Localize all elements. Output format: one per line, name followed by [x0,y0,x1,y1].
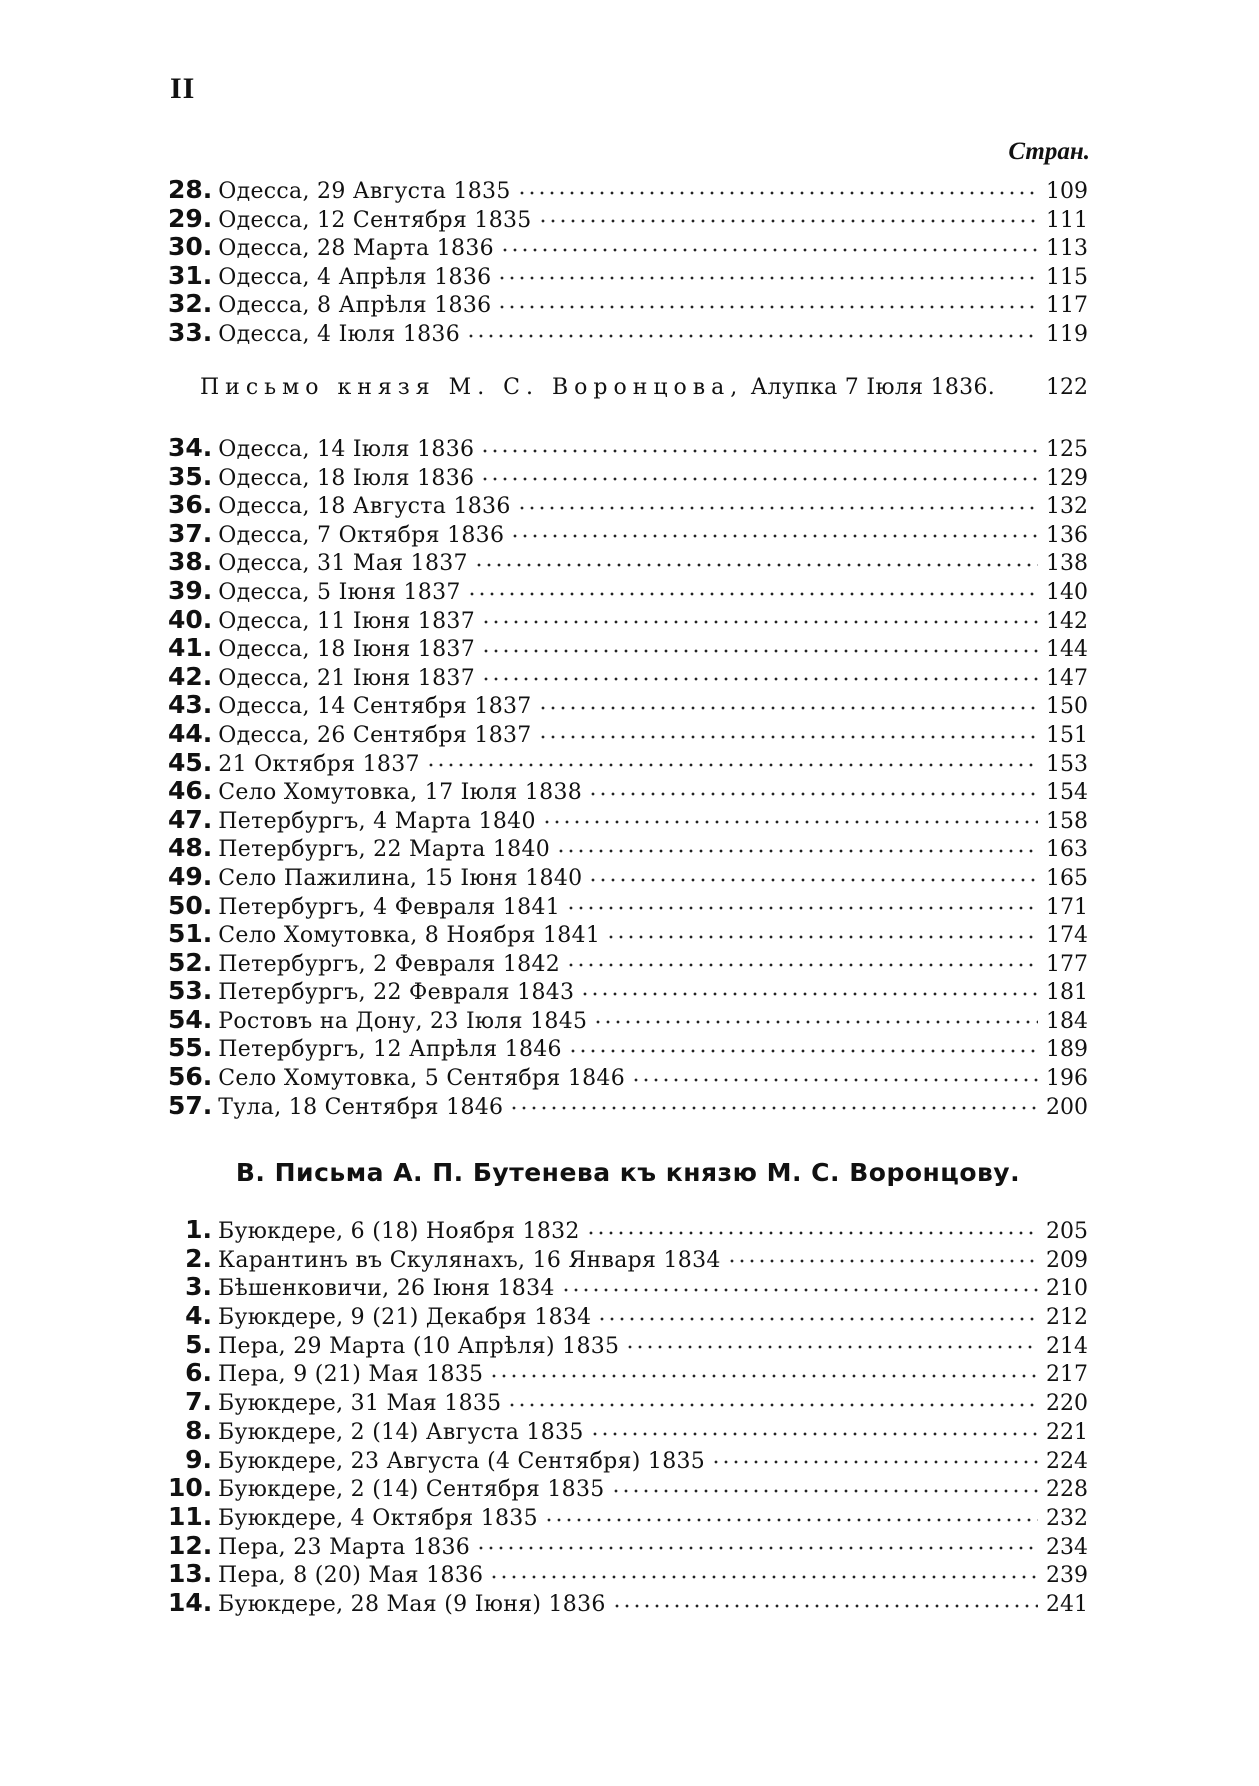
toc-entry-title: Одесса, 5 Іюня 1837 [218,579,461,605]
toc-entry-title: Буюкдере, 9 (21) Декабря 1834 [218,1305,592,1331]
toc-entry [168,833,1088,862]
toc-entry-number: 56. [168,1062,213,1092]
toc-group-a2 [168,433,1088,1119]
toc-entry-title: Тула, 18 Сентября 1846 [218,1094,504,1120]
toc-entry-number: 32. [168,289,213,319]
toc-dot-leader [497,274,1038,282]
toc-dot-leader [612,1602,1038,1610]
toc-page-number: 209 [1046,1247,1088,1273]
toc-dot-leader [489,1372,1038,1380]
toc-dot-leader [481,675,1038,683]
toc-entry [168,1062,1088,1091]
toc-page-number: 115 [1046,264,1088,290]
toc-entry-title: Село Хомутовка, 5 Сентября 1846 [218,1066,626,1092]
toc-dot-leader [476,1544,1038,1552]
toc-entry [168,433,1088,462]
toc-entry-title: Пера, 23 Марта 1836 [218,1534,471,1560]
toc-entry-number: 8. [185,1415,212,1445]
toc-dot-leader [590,1430,1038,1438]
toc-dot-leader [517,504,1038,512]
toc-entry [168,1033,1088,1062]
toc-entry-number: 14. [168,1587,213,1617]
toc-page-number: 210 [1046,1276,1088,1302]
toc-entry [168,1416,1088,1445]
toc-entry [168,805,1088,834]
toc-dot-leader [566,961,1038,969]
toc-page-number: 171 [1046,894,1088,920]
toc-entry [168,1387,1088,1416]
toc-entry [168,1272,1088,1301]
toc-entry-number: 10. [168,1473,213,1503]
toc-entry-number: 44. [168,718,213,748]
toc-entry-number: 51. [168,919,213,949]
toc-dot-leader [509,1104,1038,1112]
toc-entry-number: 28. [168,175,213,204]
toc-page-number: 122 [1046,375,1088,400]
toc-entry-number: 12. [168,1530,213,1560]
toc-entry-title: Буюкдере, 4 Октября 1835 [218,1505,538,1531]
toc-entry-number: 6. [185,1358,212,1388]
toc-page-number: 234 [1046,1534,1088,1560]
toc-dot-leader [489,1573,1038,1581]
toc-page-number: 158 [1046,808,1088,834]
toc-entry [168,1215,1088,1244]
toc-entry [168,289,1088,318]
toc-entry-number: 3. [185,1272,212,1302]
toc-entry [168,605,1088,634]
toc-entry-title: Ростовъ на Дону, 23 Іюля 1845 [218,1008,588,1034]
toc-page-number: 241 [1046,1591,1088,1617]
toc-entry-title: Одесса, 14 Сентября 1837 [218,694,532,720]
toc-dot-leader [480,475,1038,483]
toc-entry [168,1301,1088,1330]
toc-entry-number: 52. [168,947,213,977]
toc-entry [168,1358,1088,1387]
toc-dot-leader [597,1315,1038,1323]
toc-entry-title: Пера, 9 (21) Мая 1835 [218,1362,484,1388]
toc-dot-leader [481,618,1038,626]
toc-dot-leader [588,790,1038,798]
toc-dot-leader [727,1257,1038,1265]
letter-entry-place-date: Алупка 7 Іюля 1836. [750,375,996,400]
toc-page-number: 165 [1046,865,1088,891]
toc-page-number: 140 [1046,579,1088,605]
toc-page-number: 224 [1046,1448,1088,1474]
toc-page-number: 205 [1046,1219,1088,1244]
toc-entry-number: 47. [168,804,213,834]
toc-entry [168,690,1088,719]
toc-page-number: 109 [1046,179,1088,204]
toc-entry-number: 9. [185,1444,212,1474]
toc-entry-title: Буюкдере, 23 Августа (4 Сентября) 1835 [218,1448,706,1474]
toc-entry-number: 39. [168,575,213,605]
toc-entry-title: Одесса, 4 Апрѣля 1836 [218,264,492,290]
toc-entry-title: Одесса, 26 Сентября 1837 [218,722,532,748]
toc-dot-leader [586,1229,1038,1237]
toc-entry-title: Одесса, 18 Іюля 1836 [218,465,475,491]
toc-dot-leader [517,189,1038,197]
toc-page-number: 232 [1046,1505,1088,1531]
toc-page-number: 200 [1046,1094,1088,1120]
toc-dot-leader [538,217,1038,225]
toc-page-number: 138 [1046,551,1088,577]
toc-entry-number: 36. [168,490,213,520]
toc-entry-title: Карантинъ въ Скулянахъ, 16 Января 1834 [218,1247,721,1273]
toc-entry-title: Петербургъ, 2 Февраля 1842 [218,951,561,977]
toc-dot-leader [625,1343,1038,1351]
toc-entry [168,1473,1088,1502]
toc-entry [168,976,1088,1005]
toc-dot-leader [711,1458,1038,1466]
toc-dot-leader [544,1516,1038,1524]
letter-entry-author: Письмо князя М. С. Воронцова, [200,375,744,400]
toc-entry [168,719,1088,748]
toc-dot-leader [481,647,1038,655]
toc-entry [168,576,1088,605]
toc-dot-leader [561,1286,1038,1294]
toc-entry-number: 54. [168,1004,213,1034]
toc-entry-number: 30. [168,232,213,262]
toc-entry-title: Буюкдере, 2 (14) Августа 1835 [218,1419,584,1445]
toc-entry-title: Одесса, 18 Іюня 1837 [218,637,475,663]
toc-page-number: 150 [1046,694,1088,720]
toc-dot-leader [466,332,1038,340]
toc-entry-title: Буюкдере, 2 (14) Сентября 1835 [218,1477,605,1503]
toc-entry-title: Одесса, 8 Апрѣля 1836 [218,293,492,319]
toc-entry-title: Пера, 29 Марта (10 Апрѣля) 1835 [218,1333,620,1359]
toc-entry-title: Одесса, 14 Іюля 1836 [218,437,475,462]
toc-entry [168,891,1088,920]
toc-entry-number: 7. [185,1387,212,1417]
toc-entry-title: Одесса, 12 Сентября 1835 [218,207,532,233]
toc-entry [168,1502,1088,1531]
toc-entry-number: 50. [168,890,213,920]
toc-entry [168,776,1088,805]
toc-entry [168,948,1088,977]
toc-entry-title: Буюкдере, 31 Мая 1835 [218,1391,502,1417]
page-number: II [170,72,196,105]
toc-page-number: 174 [1046,923,1088,949]
toc-page-number: 153 [1046,751,1088,777]
toc-page-number: 119 [1046,321,1088,347]
toc-entry-number: 35. [168,461,213,491]
toc-entry [168,748,1088,777]
toc-entry [168,1330,1088,1359]
toc-dot-leader [611,1487,1038,1495]
toc-page-number: 154 [1046,780,1088,806]
toc-entry-title: Петербургъ, 4 Марта 1840 [218,808,536,834]
toc-entry-number: 49. [168,861,213,891]
toc-entry [168,862,1088,891]
toc-dot-leader [568,1047,1038,1055]
toc-entry [168,1559,1088,1588]
toc-page-number: 220 [1046,1391,1088,1417]
toc-entry [168,1005,1088,1034]
toc-dot-leader [474,561,1038,569]
toc-page-number: 214 [1046,1333,1088,1359]
toc-page-number: 113 [1046,236,1088,262]
toc-entry-number: 33. [168,317,213,347]
toc-dot-leader [497,303,1038,311]
toc-entry [168,1244,1088,1273]
toc-dot-leader [580,990,1038,998]
toc-entry-title: Петербургъ, 22 Марта 1840 [218,837,551,863]
toc-page-number: 151 [1046,722,1088,748]
toc-entry [168,490,1088,519]
toc-dot-leader [467,590,1038,598]
toc-page-number: 142 [1046,608,1088,634]
toc-entry-number: 40. [168,604,213,634]
toc-page-number: 212 [1046,1305,1088,1331]
toc-group-b [168,1215,1088,1617]
toc-entry-title: Бѣшенковичи, 26 Іюня 1834 [218,1276,555,1302]
toc-entry-number: 5. [185,1329,212,1359]
toc-page-number: 184 [1046,1008,1088,1034]
toc-entry-number: 48. [168,833,213,863]
toc-page-number: 221 [1046,1419,1088,1445]
page-column-header: Стран. [1008,138,1090,165]
toc-page-number: 132 [1046,494,1088,520]
toc-page-number: 136 [1046,522,1088,548]
toc-page-number: 181 [1046,980,1088,1006]
toc-entry-title: Буюкдере, 6 (18) Ноября 1832 [218,1219,580,1244]
toc-dot-leader [588,876,1038,884]
toc-page-number: 125 [1046,437,1088,462]
toc-page-number: 129 [1046,465,1088,491]
toc-entry-title: 21 Октября 1837 [218,751,420,777]
toc-dot-leader [510,532,1038,540]
toc-entry [168,633,1088,662]
toc-page-number: 228 [1046,1477,1088,1503]
toc-entry-number: 11. [168,1501,213,1531]
toc-page-number: 163 [1046,837,1088,863]
toc-entry-title: Село Хомутовка, 17 Іюля 1838 [218,780,583,806]
toc-entry [168,662,1088,691]
toc-dot-leader [593,1018,1038,1026]
toc-entry [168,1091,1088,1120]
toc-entry [168,1445,1088,1474]
toc-dot-leader [507,1401,1038,1409]
toc-entry-title: Село Хомутовка, 8 Ноября 1841 [218,923,601,949]
toc-entry [168,318,1088,347]
section-b-heading: В. Письма А. П. Бутенева къ князю М. С. Воронцову. [235,1158,1021,1187]
toc-entry-title: Петербургъ, 12 Апрѣля 1846 [218,1037,562,1063]
toc-entry [168,462,1088,491]
toc-page-number: 147 [1046,665,1088,691]
toc-entry-title: Петербургъ, 22 Февраля 1843 [218,980,575,1006]
toc-entry-title: Одесса, 31 Мая 1837 [218,551,468,577]
toc-entry [168,232,1088,261]
toc-entry [168,1588,1088,1617]
toc-entry-number: 53. [168,976,213,1006]
toc-page-number: 239 [1046,1563,1088,1589]
toc-entry-title: Одесса, 29 Августа 1835 [218,179,511,204]
toc-dot-leader [500,246,1038,254]
toc-entry-title: Пера, 8 (20) Мая 1836 [218,1563,484,1589]
toc-page-number: 217 [1046,1362,1088,1388]
toc-entry [168,547,1088,576]
toc-entry-number: 41. [168,633,213,663]
toc-entry [168,1531,1088,1560]
toc-entry-title: Одесса, 7 Октября 1836 [218,522,505,548]
toc-entry-number: 34. [168,433,213,462]
toc-entry [168,919,1088,948]
toc-entry-number: 4. [185,1301,212,1331]
toc-dot-leader [566,904,1038,912]
toc-dot-leader [556,847,1038,855]
toc-entry [168,175,1088,204]
toc-entry-number: 37. [168,518,213,548]
toc-page-number: 177 [1046,951,1088,977]
toc-entry-title: Одесса, 21 Іюня 1837 [218,665,475,691]
toc-entry-number: 1. [185,1215,212,1244]
toc-page-number: 189 [1046,1037,1088,1063]
toc-dot-leader [538,704,1038,712]
toc-entry [168,204,1088,233]
toc-dot-leader [606,933,1038,941]
toc-page-number: 196 [1046,1066,1088,1092]
toc-dot-leader [480,447,1038,455]
toc-entry-title: Одесса, 28 Марта 1836 [218,236,494,262]
toc-entry-title: Село Пажилина, 15 Іюня 1840 [218,865,583,891]
toc-entry-number: 43. [168,690,213,720]
toc-entry-title: Одесса, 11 Іюня 1837 [218,608,475,634]
toc-entry-number: 57. [168,1090,213,1120]
toc-dot-leader [542,818,1038,826]
toc-entry-number: 31. [168,260,213,290]
toc-entry-vorontsov-letter [168,375,1088,405]
toc-entry-number: 46. [168,776,213,806]
toc-page-number: 117 [1046,293,1088,319]
toc-entry-number: 29. [168,203,213,233]
toc-entry-number: 38. [168,547,213,577]
toc-entry-title: Одесса, 18 Августа 1836 [218,494,511,520]
toc-entry [168,261,1088,290]
toc-entry-title: Одесса, 4 Іюля 1836 [218,321,461,347]
toc-entry [168,519,1088,548]
toc-entry-number: 55. [168,1033,213,1063]
toc-group-a1 [168,175,1088,347]
toc-dot-leader [631,1076,1038,1084]
toc-dot-leader [538,733,1038,741]
toc-entry-number: 13. [168,1559,213,1589]
toc-entry-title: Буюкдере, 28 Мая (9 Іюня) 1836 [218,1591,606,1617]
toc-entry-title: Петербургъ, 4 Февраля 1841 [218,894,561,920]
toc-page-number: 144 [1046,637,1088,663]
toc-dot-leader [426,761,1038,769]
toc-page-number: 111 [1046,207,1088,233]
toc-entry-number: 2. [185,1243,212,1273]
toc-entry-number: 45. [168,747,213,777]
toc-entry-number: 42. [168,661,213,691]
